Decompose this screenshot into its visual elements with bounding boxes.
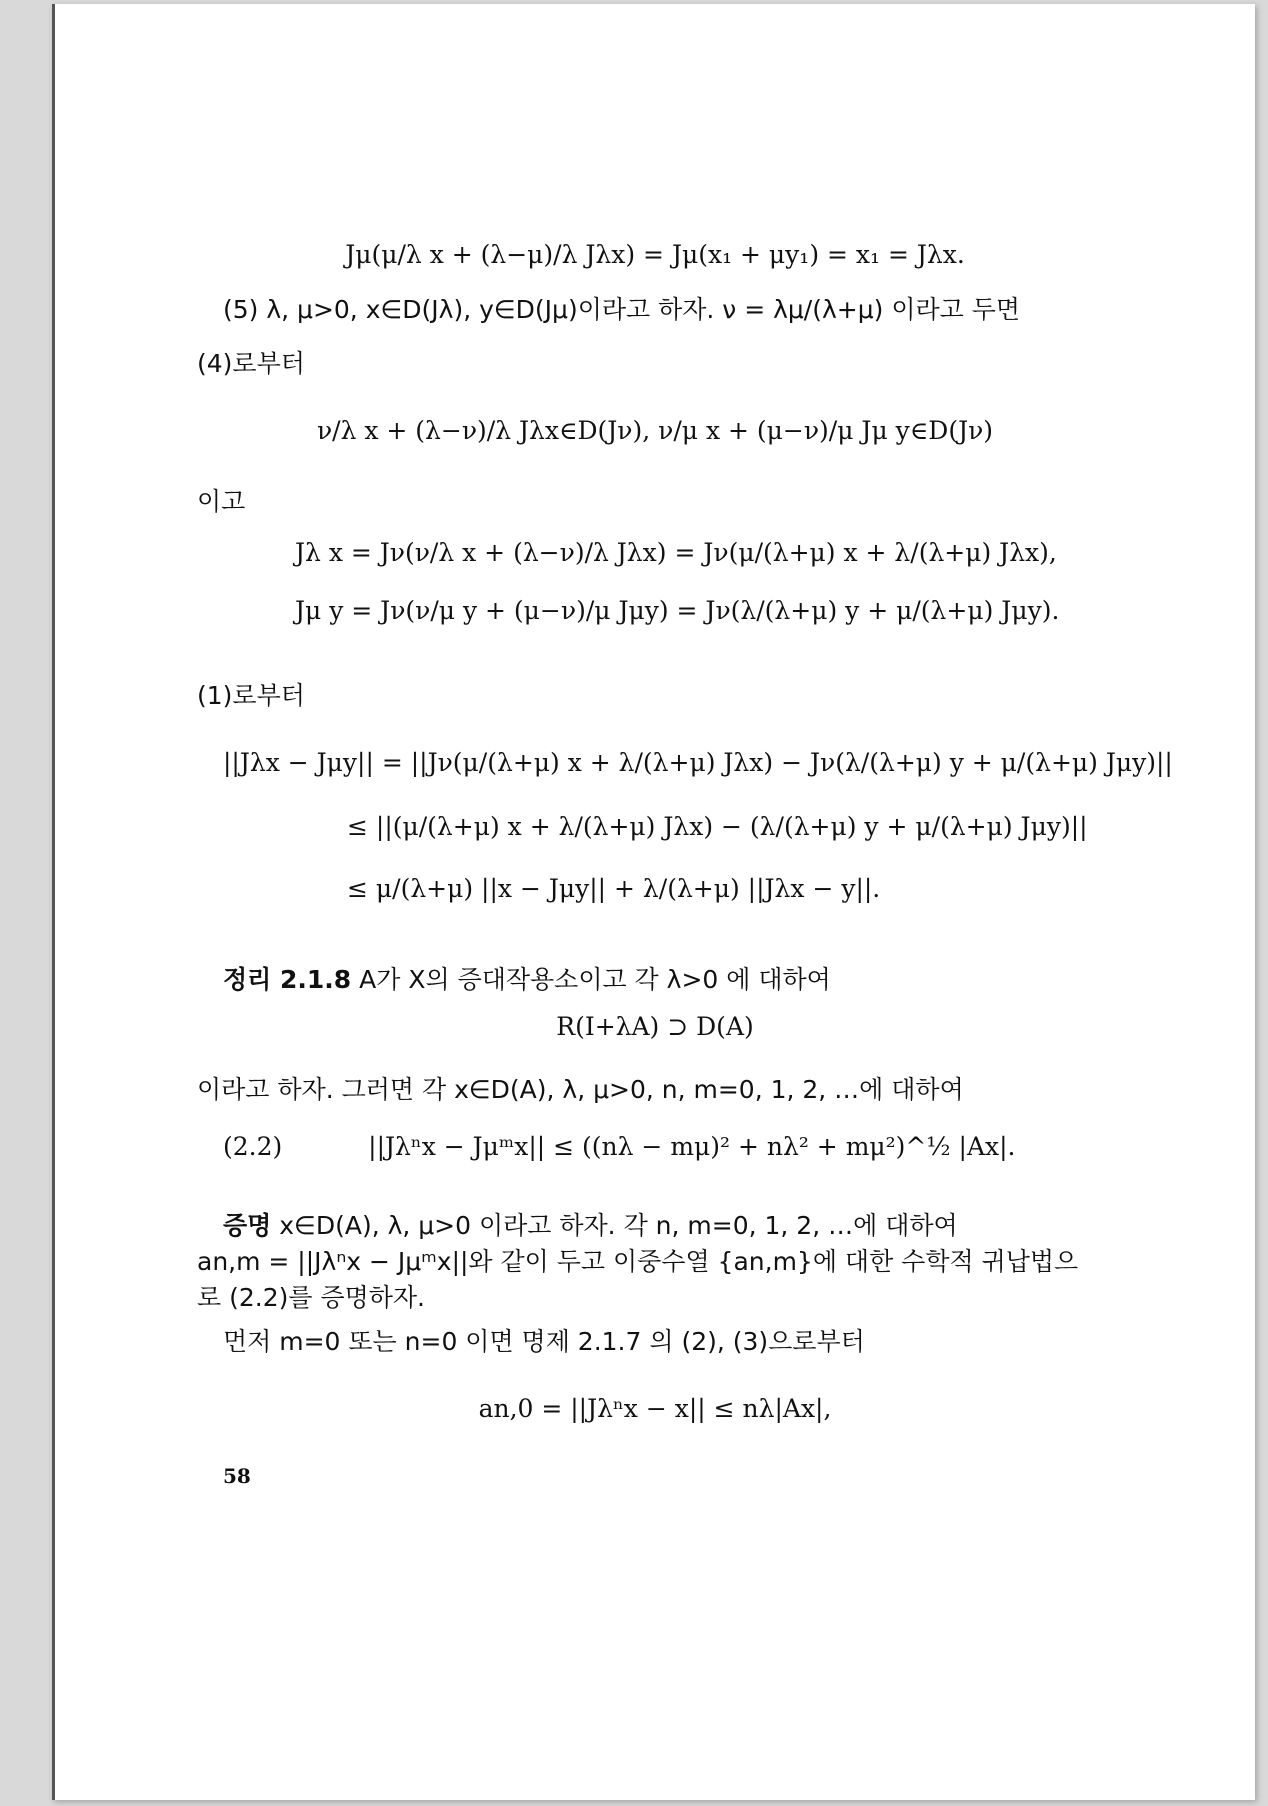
inequality-line-1: ||Jλx − Jμy|| = ||Jν(μ/(λ+μ) x + λ/(λ+μ) Jλx) − Jν(λ/(λ+μ) y + μ/(λ+μ) Jμy)|| — [223, 748, 1173, 777]
from-1-text: (1)로부터 — [197, 681, 305, 710]
equation-jmu-y: Jμ y = Jν(ν/μ y + (μ−ν)/μ Jμy) = Jν(λ/(λ+μ) y + μ/(λ+μ) Jμy). — [295, 596, 1060, 625]
proof-label: 증명 — [223, 1211, 272, 1240]
word-igo: 이고 — [197, 487, 246, 516]
equation-resolvent-identity: Jμ(μ/λ x + (λ−μ)/λ Jλx) = Jμ(x₁ + μy₁) = x₁ = Jλx. — [345, 240, 965, 269]
equation-label: (2.2) — [223, 1132, 283, 1161]
equation-a-n-0: an,0 = ||Jλⁿx − x|| ≤ nλ|Ax|, — [478, 1394, 832, 1423]
theorem-2-1-8 — [223, 960, 831, 996]
inequality-line-3: ≤ μ/(λ+μ) ||x − Jμy|| + λ/(λ+μ) ||Jλx − y||. — [347, 874, 881, 903]
equation-jlambda-x: Jλ x = Jν(ν/λ x + (λ−ν)/λ Jλx) = Jν(μ/(λ+μ) x + λ/(λ+μ) Jλx), — [295, 538, 1057, 567]
equation-membership: ν/λ x + (λ−ν)/λ Jλx∈D(Jν), ν/μ x + (μ−ν)/μ Jμ y∈D(Jν) — [316, 416, 994, 445]
proof-text: x∈D(A), λ, μ>0 이라고 하자. 각 n, m=0, 1, 2, …에 대하여 — [279, 1211, 958, 1240]
proof-line-2: an,m = ||Jλⁿx − Jμᵐx||와 같이 두고 이중수열 {an,m}에 대한 수학적 귀납법으 — [197, 1247, 1079, 1276]
from-4-text: (4)로부터 — [197, 349, 305, 378]
theorem-statement: A가 X의 증대작용소이고 각 λ>0 에 대하여 — [359, 965, 831, 994]
item-5-text: (5) λ, μ>0, x∈D(Jλ), y∈D(Jμ)이라고 하자. ν = λμ/(λ+μ) 이라고 두면 — [223, 295, 1021, 324]
page-number: 58 — [223, 1464, 251, 1488]
equation-2-2 — [223, 1132, 1016, 1161]
equation-body: ||Jλⁿx − Jμᵐx|| ≤ ((nλ − mμ)² + nλ² + mμ²)^½ |Ax|. — [368, 1132, 1016, 1161]
theorem-label: 정리 2.1.8 — [223, 965, 352, 994]
theorem-continuation: 이라고 하자. 그러면 각 x∈D(A), λ, μ>0, n, m=0, 1, 2, …에 대하여 — [197, 1075, 964, 1104]
proof-line-3: 로 (2.2)를 증명하자. — [197, 1283, 426, 1312]
equation-range-condition: R(I+λA) ⊃ D(A) — [556, 1012, 754, 1041]
inequality-line-2: ≤ ||(μ/(λ+μ) x + λ/(λ+μ) Jλx) − (λ/(λ+μ) y + μ/(λ+μ) Jμy)|| — [347, 812, 1088, 841]
proof-line-4: 먼저 m=0 또는 n=0 이면 명제 2.1.7 의 (2), (3)으로부터 — [223, 1327, 865, 1356]
document-page — [52, 4, 1255, 1800]
proof-line-1 — [223, 1206, 958, 1242]
